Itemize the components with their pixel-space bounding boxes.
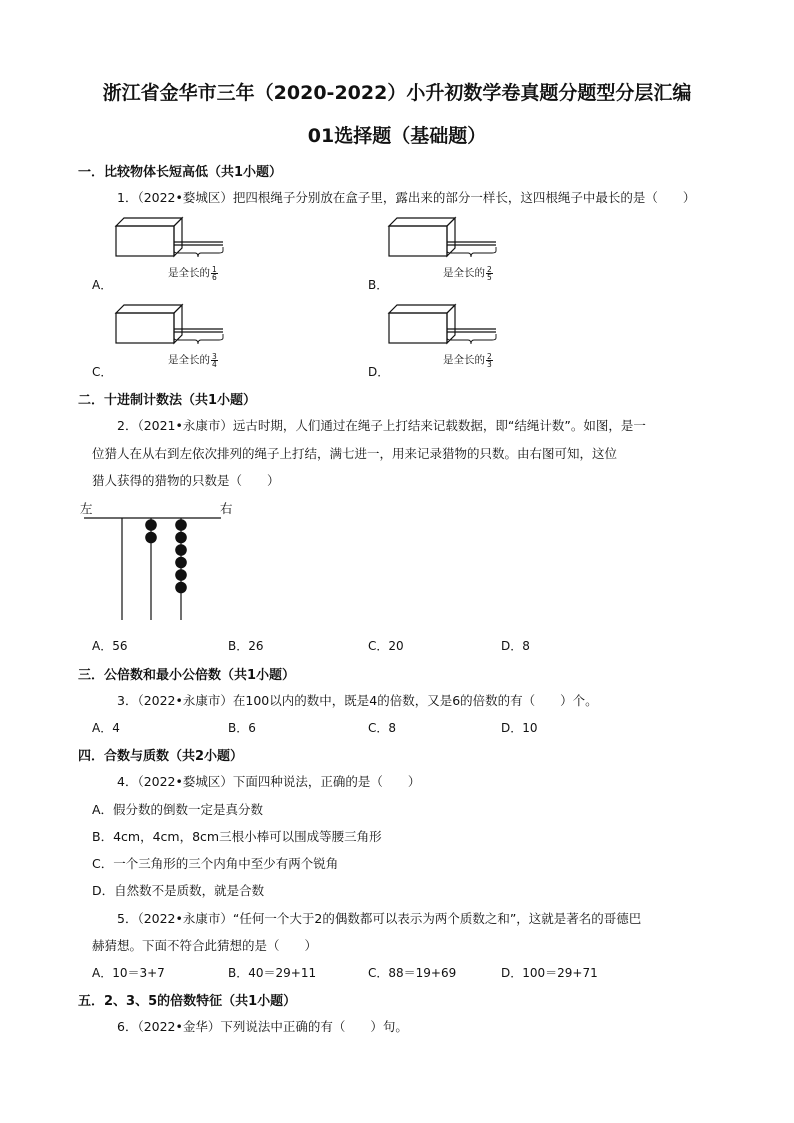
q2-knot xyxy=(145,519,157,531)
q3-option-c[interactable]: C．8 xyxy=(368,721,397,735)
q2-knot xyxy=(145,532,157,544)
section-heading-4: 四．合数与质数（共2小题） xyxy=(78,749,244,764)
document-title-line2: 01选择题（基础题） xyxy=(307,125,487,147)
q2-knot xyxy=(175,519,187,531)
q1-box-figure-b xyxy=(389,218,509,258)
q2-option-c[interactable]: C．20 xyxy=(368,639,404,653)
q2-right-label: 右 xyxy=(220,501,233,516)
question-6-stem: 6．（2022•金华）下列说法中正确的有（ ）句。 xyxy=(117,1019,408,1034)
q2-knot xyxy=(175,557,187,569)
q3-option-d[interactable]: D．10 xyxy=(501,721,538,735)
question-2-stem-line2: 位猎人在从右到左依次排列的绳子上打结，满七进一，用来记录猎物的只数。由右图可知，这位 xyxy=(92,446,618,461)
q1-box-figure-a xyxy=(116,218,236,258)
q3-option-a[interactable]: A．4 xyxy=(92,721,120,735)
q2-left-label: 左 xyxy=(80,501,93,516)
section-heading-5: 五．2、3、5的倍数特征（共1小题） xyxy=(78,994,297,1009)
q1-option-d[interactable]: D． xyxy=(368,365,390,379)
q1-caption-b: 是全长的 $\frac{2}{5}$ xyxy=(443,264,492,282)
q1-option-a[interactable]: A． xyxy=(92,278,113,292)
q2-option-b[interactable]: B．26 xyxy=(228,639,264,653)
q1-caption-c: 是全长的 $\frac{3}{4}$ xyxy=(168,351,217,369)
q1-box-figure-d xyxy=(389,305,509,345)
document-title-line1: 浙江省金华市三年（2020-2022）小升初数学卷真题分题型分层汇编 xyxy=(102,82,692,104)
q3-option-b[interactable]: B．6 xyxy=(228,721,256,735)
q4-option-a[interactable]: A．假分数的倒数一定是真分数 xyxy=(92,802,264,817)
q1-caption-a: 是全长的 $\frac{1}{6}$ xyxy=(168,264,217,282)
q2-knot-figure xyxy=(84,512,224,624)
section-heading-2: 二．十进制计数法（共1小题） xyxy=(78,393,257,408)
q2-knot xyxy=(175,582,187,594)
question-2-stem-line1: 2．（2021•永康市）远古时期，人们通过在绳子上打结来记载数据，即“结绳计数”。如图，是一 xyxy=(117,418,646,433)
q5-option-c[interactable]: C．88＝19+69 xyxy=(368,966,457,980)
q1-option-b[interactable]: B． xyxy=(368,278,389,292)
question-5-stem-line1: 5．（2022•永康市）“任何一个大于2的偶数都可以表示为两个质数之和”，这就是著名的哥德巴 xyxy=(117,911,642,926)
question-1-stem: 1．（2022•婺城区）把四根绳子分别放在盒子里，露出来的部分一样长，这四根绳子中最长的是（ ） xyxy=(117,190,696,205)
question-4-stem: 4．（2022•婺城区）下面四种说法，正确的是（ ） xyxy=(117,774,421,789)
q4-option-d[interactable]: D．自然数不是质数，就是合数 xyxy=(92,883,265,898)
q5-option-d[interactable]: D．100＝29+71 xyxy=(501,966,598,980)
q2-knot xyxy=(175,569,187,581)
q5-option-b[interactable]: B．40＝29+11 xyxy=(228,966,317,980)
q4-option-c[interactable]: C．一个三角形的三个内角中至少有两个锐角 xyxy=(92,856,339,871)
q2-option-d[interactable]: D．8 xyxy=(501,639,530,653)
q2-knot xyxy=(175,544,187,556)
question-2-stem-line3: 猎人获得的猎物的只数是（ ） xyxy=(92,473,280,488)
q1-option-c[interactable]: C． xyxy=(92,365,113,379)
question-3-stem: 3．（2022•永康市）在100以内的数中，既是4的倍数，又是6的倍数的有（ ）个。 xyxy=(117,693,598,708)
q1-box-figure-c xyxy=(116,305,236,345)
q1-caption-d: 是全长的 $\frac{2}{3}$ xyxy=(443,351,492,369)
section-heading-3: 三．公倍数和最小公倍数（共1小题） xyxy=(78,668,296,683)
q4-option-b[interactable]: B．4cm，4cm，8cm三根小棒可以围成等腰三角形 xyxy=(92,829,382,844)
q2-knot xyxy=(175,532,187,544)
question-5-stem-line2: 赫猜想。下面不符合此猜想的是（ ） xyxy=(92,938,318,953)
q5-option-a[interactable]: A．10＝3+7 xyxy=(92,966,165,980)
q2-option-a[interactable]: A．56 xyxy=(92,639,128,653)
section-heading-1: 一．比较物体长短高低（共1小题） xyxy=(78,165,283,180)
